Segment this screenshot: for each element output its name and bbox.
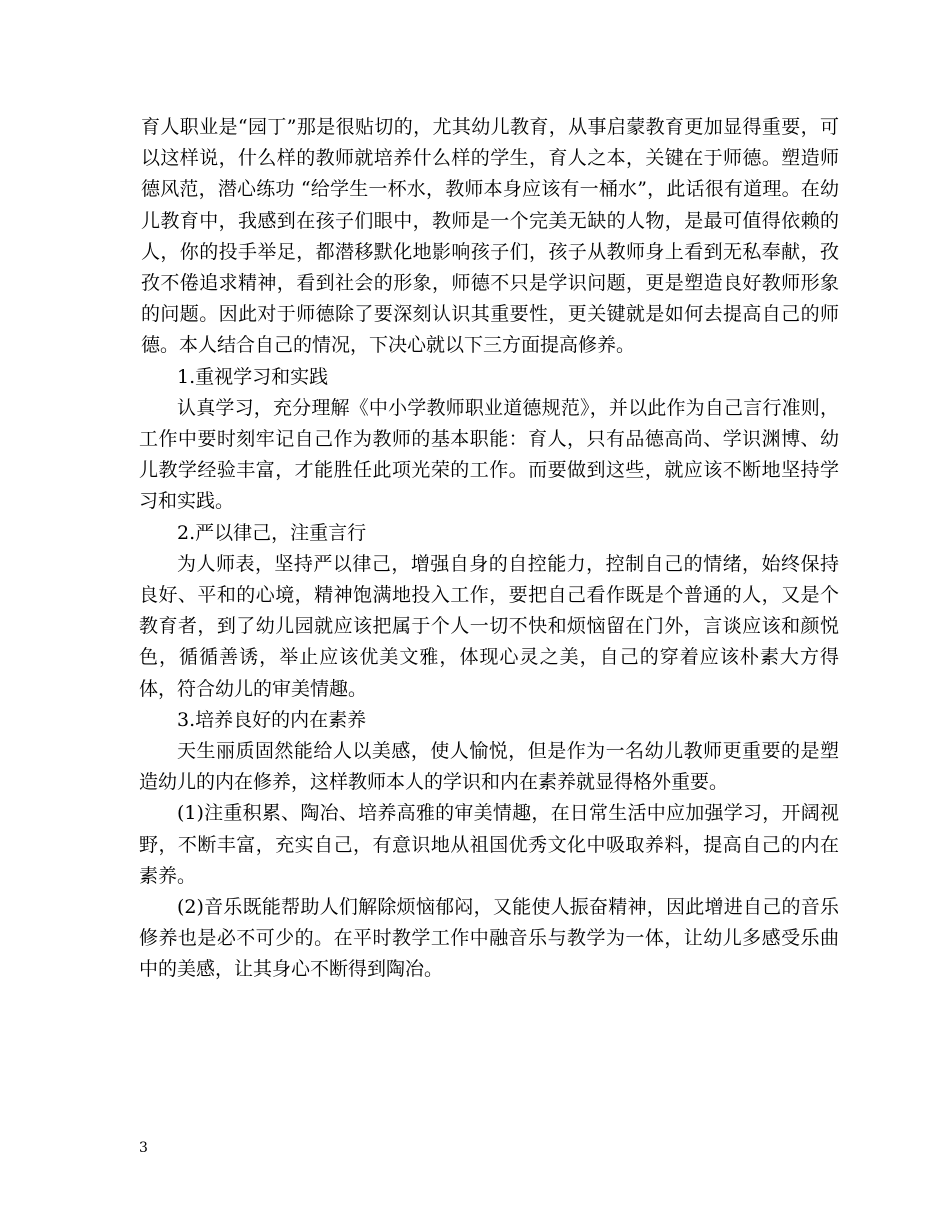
paragraph-section-2: 为人师表，坚持严以律己，增强自身的自控能力，控制自己的情绪，始终保持良好、平和的心境，精神饱满地投入工作，要把自己看作既是个普通的人，又是个教育者，到了幼儿园就应该把属于个人一切不快和烦恼留在门外，言谈应该和颜悦色，循循善诱，举止应该优美文雅，体现心灵之美，自己的穿着应该朴素大方得体，符合幼儿的审美情趣。 [139,552,839,700]
paragraph-item-1: (1)注重积累、陶冶、培养高雅的审美情趣，在日常生活中应加强学习，开阔视野，不断丰富，充实自己，有意识地从祖国优秀文化中吸取养料，提高自己的内在素养。 [139,802,839,887]
paragraph-section-3: 天生丽质固然能给人以美感，使人愉悦，但是作为一名幼儿教师更重要的是塑造幼儿的内在修养，这样教师本人的学识和内在素养就显得格外重要。 [139,740,839,794]
document-body [139,112,839,986]
section-heading-1: 1.重视学习和实践 [177,365,329,388]
page-number: 3 [139,1140,148,1156]
section-heading-3: 3.培养良好的内在素养 [177,708,367,731]
section-heading-2: 2.严以律己，注重言行 [177,521,367,544]
paragraph-section-1: 认真学习，充分理解《中小学教师职业道德规范》，并以此作为自己言行准则，工作中要时刻牢记自己作为教师的基本职能：育人，只有品德高尚、学识渊博、幼儿教学经验丰富，才能胜任此项光荣的工作。而要做到这些，就应该不断地坚持学习和实践。 [139,396,839,513]
paragraph-item-2: (2)音乐既能帮助人们解除烦恼郁闷，又能使人振奋精神，因此增进自己的音乐修养也是必不可少的。在平时教学工作中融音乐与教学为一体，让幼儿多感受乐曲中的美感，让其身心不断得到陶冶。 [139,896,839,981]
paragraph-intro: 育人职业是“园丁”那是很贴切的，尤其幼儿教育，从事启蒙教育更加显得重要，可以这样说，什么样的教师就培养什么样的学生，育人之本，关键在于师德。塑造师德风范，潜心练功 “给学生一杯水，教师本身应该有一桶水”，此话很有道理。在幼儿教育中，我感到在孩子们眼中，教师是一个完美无缺的人物，是最可值得依赖的人，你的投手举足，都潜移默化地影响孩子们，孩子从教师身上看到无私奉献，孜孜不倦追求精神，看到社会的形象，师德不只是学识问题，更是塑造良好教师形象的问题。因此对于师德除了要深刻认识其重要性，更关键就是如何去提高自己的师德。本人结合自己的情况，下决心就以下三方面提高修养。 [141,116,839,357]
